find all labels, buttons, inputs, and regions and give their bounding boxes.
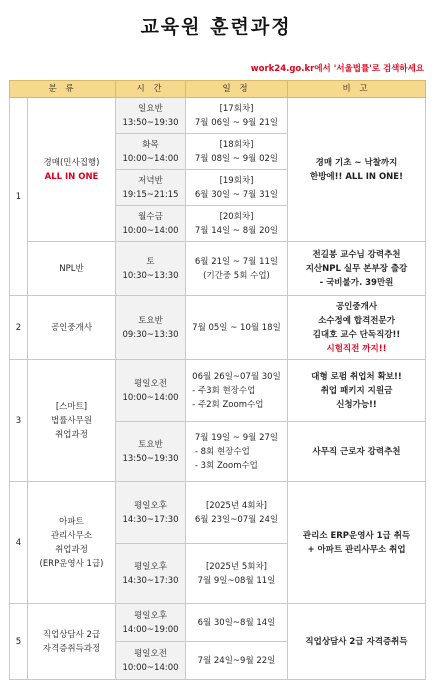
remark-line: 취업 패키지 지원금 (320, 385, 393, 396)
schedule-round: [20회차] (219, 211, 254, 222)
table-row (10, 98, 426, 134)
remark-cell: 사무직 근로자 강력추천 (288, 422, 426, 482)
time-cell (116, 360, 186, 422)
time-cell (116, 482, 186, 544)
time-range: 13:50~19:30 (122, 117, 179, 128)
category-label: 경매(민사집행) (43, 157, 100, 168)
row-number: 5 (10, 604, 28, 680)
schedule-dates: 7월 9일~08월 11일 (197, 575, 276, 586)
row-number: 1 (10, 98, 28, 296)
time-label: 토요반 (138, 439, 163, 450)
time-cell (116, 296, 186, 360)
category-label: 취업과정 (55, 429, 88, 440)
category-highlight: ALL IN ONE (44, 171, 99, 182)
table-row (10, 482, 426, 544)
time-cell (116, 134, 186, 170)
schedule-note: - 주2회 Zoom수업 (192, 399, 264, 410)
page-title: 교육원 훈련과정 (140, 16, 292, 38)
time-range: 10:30~13:30 (122, 270, 179, 281)
time-cell (116, 170, 186, 206)
remark-line: 전길봉 교수님 강력추천 (312, 249, 401, 260)
time-range: 10:00~14:00 (122, 153, 179, 164)
schedule-cell (186, 544, 288, 604)
category-label: 아파트 (59, 516, 84, 527)
schedule-cell: 6월 30일~8월 14일 (186, 604, 288, 642)
table-row (10, 604, 426, 642)
schedule-cell (186, 482, 288, 544)
category-cell (28, 604, 116, 680)
header-remark: 비 고 (288, 81, 426, 98)
row-number: 2 (10, 296, 28, 360)
time-cell (116, 604, 186, 642)
remark-line: 지산NPL 실무 본부장 출강 (305, 263, 408, 274)
table-row (10, 296, 426, 360)
category-label: 취업과정 (55, 544, 88, 555)
schedule-round: [17회차] (219, 103, 254, 114)
header-category: 분 류 (10, 81, 116, 98)
schedule-dates: 6월 23일~07월 24일 (194, 514, 279, 525)
category-label: 직업상담사 2급 (42, 629, 101, 640)
remark-line: 소수정예 합격전문가 (318, 315, 395, 326)
time-label: 평일오전 (134, 648, 167, 659)
schedule-round: [18회차] (219, 139, 254, 150)
schedule-cell: 7월 24일~9월 22일 (186, 642, 288, 680)
remark-line: 공인중개사 (335, 301, 378, 312)
category-cell (28, 360, 116, 482)
schedule-cell (186, 242, 288, 296)
schedule-dates: 7월 19일 ~ 9월 27일 (194, 432, 279, 443)
category-label: 자격증취득과정 (42, 643, 101, 654)
time-cell (116, 544, 186, 604)
schedule-cell (186, 170, 288, 206)
category-cell: 공인중개사 (28, 296, 116, 360)
time-cell (116, 206, 186, 242)
time-label: 토요반 (138, 315, 163, 326)
remark-cell (288, 296, 426, 360)
remark-line: + 아파트 관리사무소 취업 (307, 544, 406, 555)
remark-line: 대형 로펌 취업처 확보!! (311, 371, 402, 382)
search-note: work24.go.kr에서 '서울법률'로 검색하세요 (250, 64, 424, 74)
category-label: [스마트] (55, 401, 88, 412)
time-range: 19:15~21:15 (122, 189, 179, 200)
category-cell: NPL반 (28, 242, 116, 296)
schedule-dates: 7월 06일 ~ 9월 21일 (194, 117, 279, 128)
schedule-note: - 주3회 현장수업 (192, 385, 256, 396)
category-cell (28, 98, 116, 242)
schedule-dates: 06월 26일~07월 30일 (192, 371, 281, 382)
table-header-row (10, 81, 426, 98)
schedule-round: [2025년 4회차] (205, 500, 267, 511)
category-label: 관리사무소 (50, 530, 93, 541)
time-cell (116, 642, 186, 680)
schedule-cell (186, 98, 288, 134)
time-label: 평일오전 (134, 378, 167, 389)
time-range: 14:30~17:30 (122, 575, 179, 586)
time-range: 10:00~14:00 (122, 225, 179, 236)
remark-cell (288, 242, 426, 296)
schedule-cell (186, 206, 288, 242)
schedule-note: - 3회 Zoom수업 (194, 460, 258, 471)
time-range: 09:30~13:30 (122, 329, 179, 340)
row-number: 4 (10, 482, 28, 604)
schedule-cell: 7월 05일 ~ 10월 18일 (186, 296, 288, 360)
time-range: 13:50~19:30 (122, 453, 179, 464)
remark-cell (288, 482, 426, 604)
schedule-cell (186, 360, 288, 422)
schedule-cell (186, 134, 288, 170)
header-time: 시 간 (116, 81, 186, 98)
schedule-dates: 7월 14일 ~ 8월 20일 (194, 225, 279, 236)
remark-line: 경매 기초 ~ 낙찰까지 (315, 157, 398, 168)
category-label: (ERP운영사 1급) (39, 558, 104, 569)
row-number: 3 (10, 360, 28, 482)
time-range: 14:30~17:30 (122, 514, 179, 525)
time-cell (116, 242, 186, 296)
schedule-cell (186, 422, 288, 482)
remark-line: 관리소 ERP운영사 1급 취득 (302, 530, 411, 541)
table-row (10, 242, 426, 296)
schedule-round: [2025년 5회차] (205, 561, 267, 572)
time-label: 평일오후 (134, 500, 167, 511)
remark-line: 김대호 교수 단독직강!! (312, 329, 401, 340)
remark-cell (288, 360, 426, 422)
remark-line: - 국비불가. 39만원 (319, 277, 394, 288)
remark-line: 한방에!! ALL IN ONE! (310, 171, 403, 182)
time-range: 10:00~14:00 (122, 392, 179, 403)
schedule-dates: 7월 08일 ~ 9월 02일 (194, 153, 279, 164)
time-label: 평일오후 (134, 561, 167, 572)
schedule-dates: 6월 30일 ~ 7월 31일 (194, 189, 279, 200)
remark-cell (288, 98, 426, 242)
time-label: 화목 (142, 139, 159, 150)
schedule-note: (기간중 5회 수업) (203, 270, 270, 281)
time-label: 일요반 (138, 103, 163, 114)
header-schedule: 일 정 (186, 81, 288, 98)
time-label: 평일오후 (134, 610, 167, 621)
schedule-round: [19회차] (219, 175, 254, 186)
remark-highlight: 시험직전 까지!! (326, 343, 387, 354)
remark-line: 신청가능!! (336, 399, 377, 410)
time-range: 10:00~14:00 (122, 662, 179, 673)
time-label: 월수금 (138, 211, 163, 222)
time-label: 토 (146, 256, 155, 267)
time-cell (116, 98, 186, 134)
schedule-note: - 8회 현장수업 (194, 446, 250, 457)
schedule-dates: 6월 21일 ~ 7월 11일 (194, 256, 279, 267)
course-table (9, 80, 426, 680)
category-label: 법률사무원 (50, 415, 93, 426)
time-label: 저녁반 (138, 175, 163, 186)
time-range: 14:00~19:00 (122, 624, 179, 635)
category-cell (28, 482, 116, 604)
table-row (10, 360, 426, 422)
remark-cell: 직업상담사 2급 자격증취득 (288, 604, 426, 680)
time-cell (116, 422, 186, 482)
